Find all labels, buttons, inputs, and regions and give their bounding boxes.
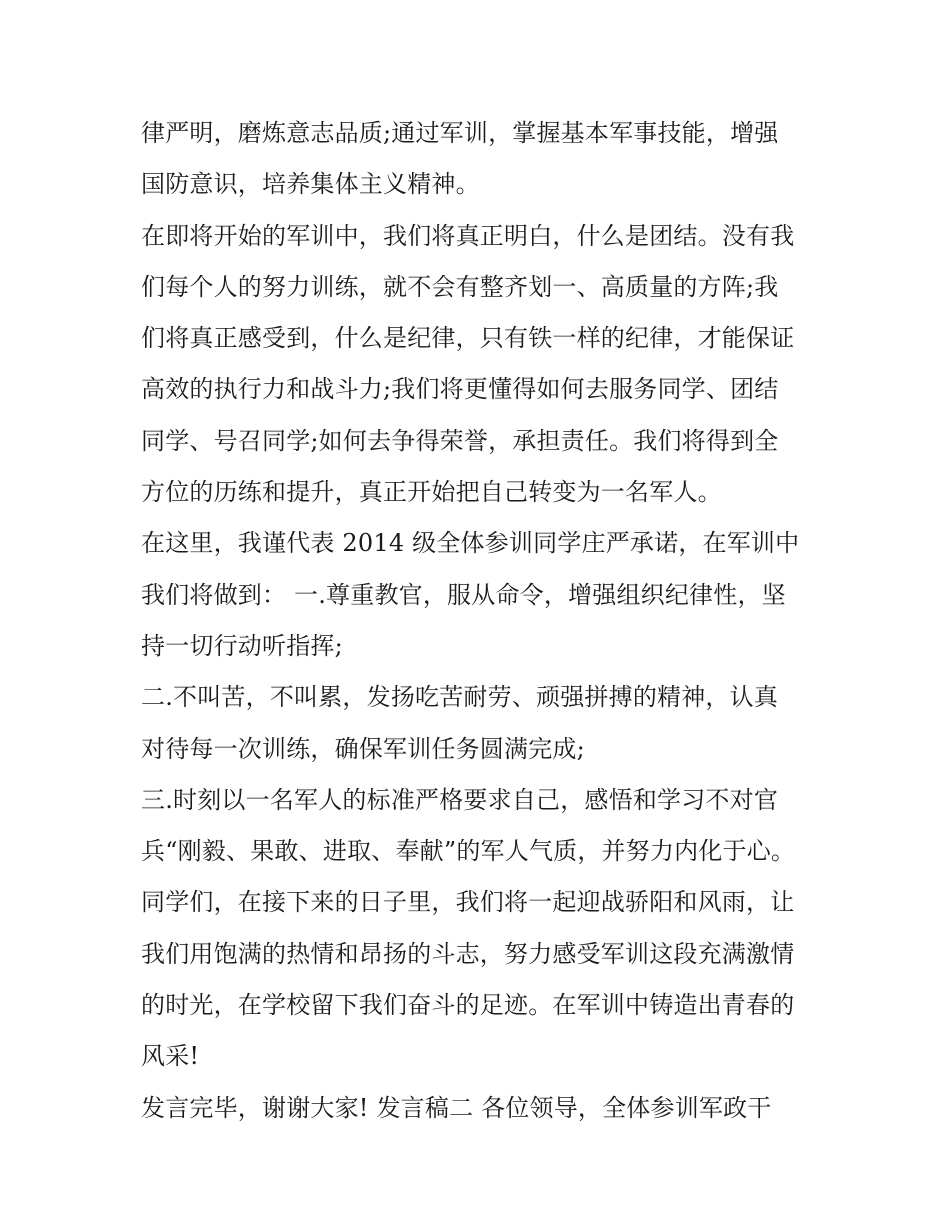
text-line: 国防意识，培养集体主义精神。 (141, 170, 480, 199)
text-line: 兵“刚毅、果敢、进取、奉献”的军人气质，并努力内化于心。 (141, 837, 796, 866)
text-line: 发言完毕，谢谢大家! 发言稿二 各位领导，全体参训军政干 (141, 1093, 772, 1122)
text-line: 我们用饱满的热情和昂扬的斗志，努力感受军训这段充满激情 (141, 939, 795, 968)
text-line: 们每个人的努力训练，就不会有整齐划一、高质量的方阵;我 (141, 272, 779, 301)
text-line: 对待每一次训练，确保军训任务圆满完成; (141, 734, 585, 763)
text-line: 持一切行动听指挥; (141, 631, 343, 660)
document-body (141, 108, 831, 1134)
text-line: 方位的历练和提升，真正开始把自己转变为一名军人。 (141, 478, 722, 507)
text-line: 的时光，在学校留下我们奋斗的足迹。在军训中铸造出青春的 (141, 991, 795, 1020)
text-line: 律严明，磨炼意志品质;通过军训，掌握基本军事技能，增强 (141, 119, 779, 147)
text-line: 同学、号召同学;如何去争得荣誉，承担责任。我们将得到全 (141, 426, 779, 455)
text-line: 三.时刻以一名军人的标准严格要求自己，感悟和学习不对官 (141, 785, 779, 814)
text-line: 们将真正感受到，什么是纪律，只有铁一样的纪律，才能保证 (141, 324, 795, 353)
text-line: 二.不叫苦，不叫累，发扬吃苦耐劳、顽强拼搏的精神，认真 (141, 683, 779, 712)
text-line: 同学们，在接下来的日子里，我们将一起迎战骄阳和风雨，让 (141, 888, 795, 917)
text-line: 风采! (141, 1042, 200, 1071)
text-line: 高效的执行力和战斗力;我们将更懂得如何去服务同学、团结 (141, 375, 779, 404)
text-line: 在即将开始的军训中，我们将真正明白，什么是团结。没有我 (141, 221, 795, 250)
text-line: 我们将做到： 一.尊重教官，服从命令，增强组织纪律性，坚 (141, 580, 786, 609)
text-line: 在这里，我谨代表 2014 级全体参训同学庄严承诺，在军训中 (141, 529, 800, 558)
